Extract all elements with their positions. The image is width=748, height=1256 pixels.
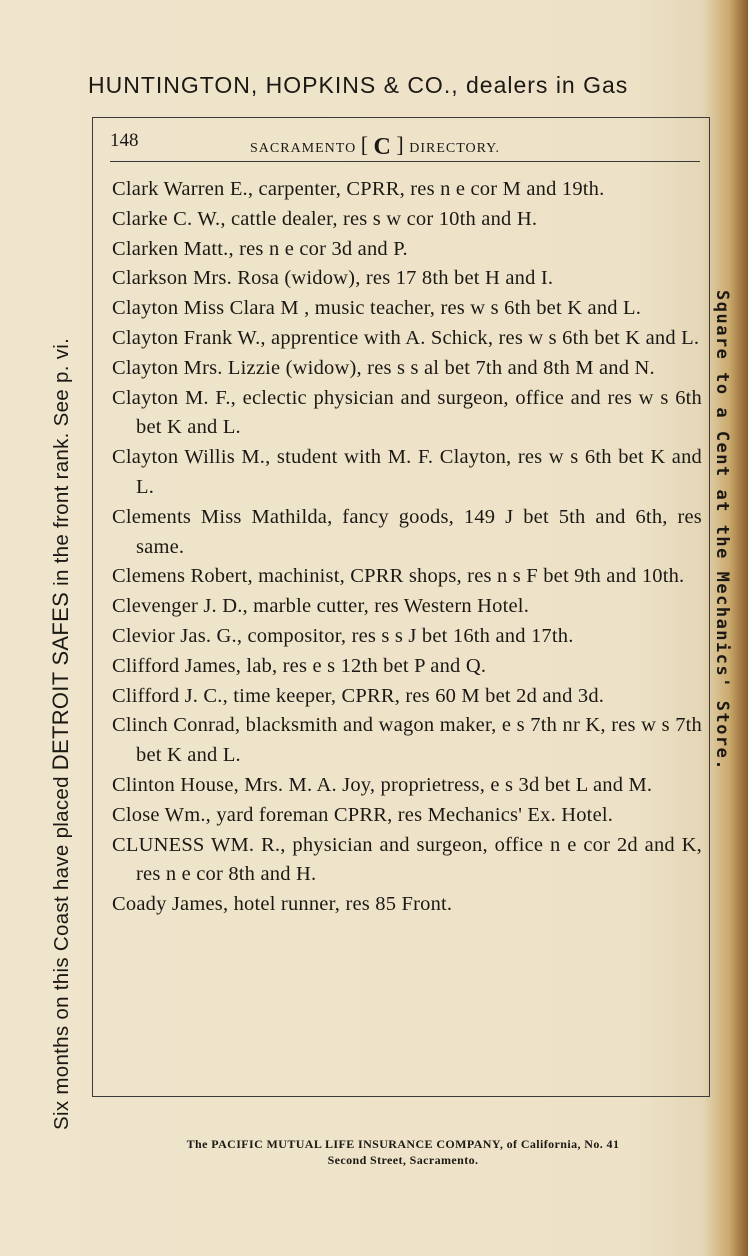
directory-entry: Clark Warren E., carpenter, CPRR, res n e cor M and 19th. [112,178,605,200]
right-margin-advertisement: Square to a Cent at the Mechanics' Store. [712,290,732,772]
section-letter: C [373,134,392,160]
directory-entry: Clevenger J. D., marble cutter, res Western Hotel. [112,595,530,618]
left-ad-text-2: in the front rank. See p. vi. [50,337,73,592]
footer-line-2: Second Street, Sacramento. [327,1153,479,1167]
page-number: 148 [110,130,139,151]
directory-entry: Clarke C. W., cattle dealer, res s w cor 10th and H. [112,207,538,230]
directory-entry: CLUNESS WM. R., physician and surgeon, office n e cor 2d and K, res n e cor 8th and H. [112,833,702,886]
directory-entry: Clevior Jas. G., compositor, res s s J bet 16th and 17th. [112,624,574,647]
left-ad-text-1: Six months on this Coast have placed [50,770,73,1130]
left-ad-emphasis: DETROIT SAFES [48,591,73,771]
directory-entry: Clinton House, Mrs. M. A. Joy, proprietress, e s 3d bet L and M. [112,773,653,796]
left-margin-advertisement [48,338,74,1130]
directory-entry: Close Wm., yard foreman CPRR, res Mechanics' Ex. Hotel. [112,803,614,826]
bracket-right: ] [396,132,405,157]
page-header [110,128,700,158]
directory-entry: Clifford James, lab, res e s 12th bet P and Q. [112,654,487,677]
top-advertisement: HUNTINGTON, HOPKINS & CO., dealers in Gas [88,72,629,98]
directory-entry: Clemens Robert, machinist, CPRR shops, res n s F bet 9th and 10th. [112,565,685,588]
directory-entry: Clayton Frank W., apprentice with A. Schick, res w s 6th bet K and L. [112,326,700,349]
header-rule [110,161,700,162]
directory-entry: Clayton Mrs. Lizzie (widow), res s s al bet 7th and 8th M and N. [112,356,655,379]
directory-entry: Clinch Conrad, blacksmith and wagon maker, e s 7th nr K, res w s 7th bet K and L. [112,714,702,767]
directory-entry: Clarkson Mrs. Rosa (widow), res 17 8th bet H and I. [112,267,554,290]
running-title [250,132,500,159]
directory-entry: Clayton Willis M., student with M. F. Clayton, res w s 6th bet K and L. [112,446,702,498]
directory-entry: Coady James, hotel runner, res 85 Front. [112,893,453,916]
directory-entry: Clements Miss Mathilda, fancy goods, 149 J bet 5th and 6th, res same. [112,505,702,558]
footer-line-1: The PACIFIC MUTUAL LIFE INSURANCE COMPANY, of California, No. 41 [186,1137,620,1151]
title-left: SACRAMENTO [250,141,357,156]
title-right: DIRECTORY. [409,141,500,156]
directory-entry: Clayton M. F., eclectic physician and surgeon, office and res w s 6th bet K and L. [112,386,702,439]
footer-advertisement [96,1136,710,1168]
directory-entry: Clayton Miss Clara M , music teacher, res w s 6th bet K and L. [112,297,642,320]
directory-entry: Clifford J. C., time keeper, CPRR, res 60 M bet 2d and 3d. [112,684,605,707]
directory-entries [112,175,702,920]
bracket-left: [ [360,132,370,157]
directory-entry: Clarken Matt., res n e cor 3d and P. [112,237,408,260]
